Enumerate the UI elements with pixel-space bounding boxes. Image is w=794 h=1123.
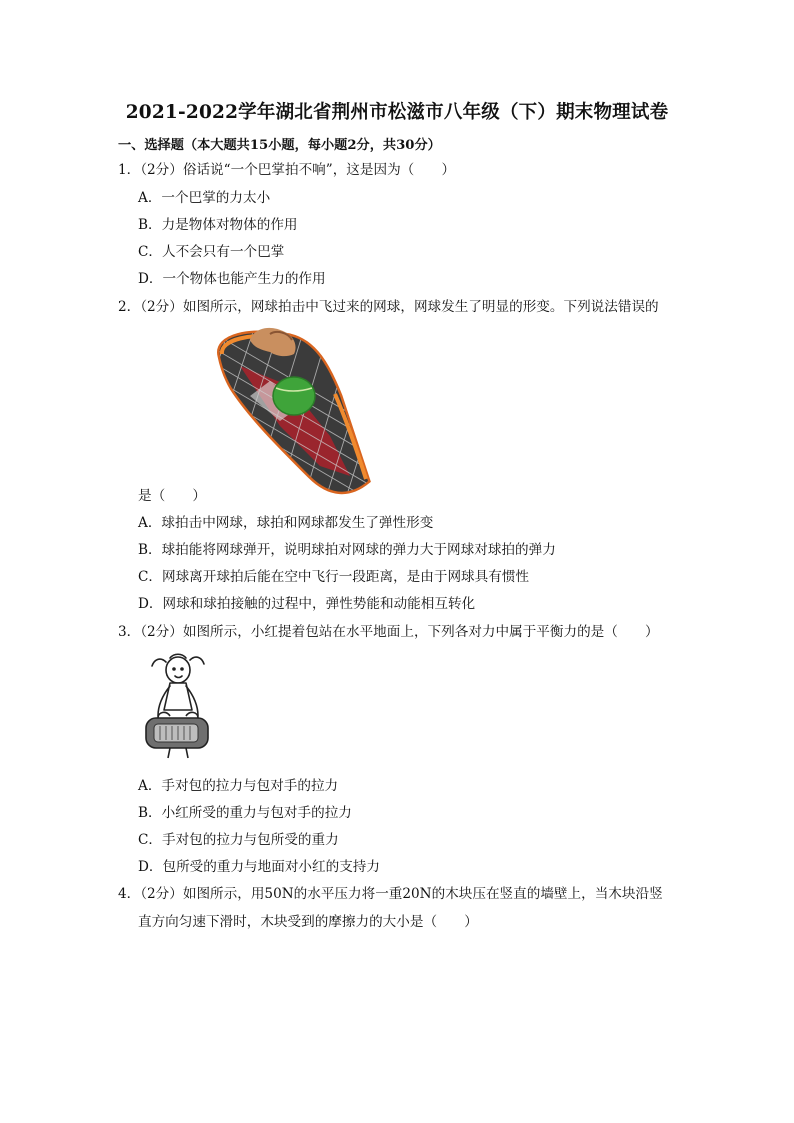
question-3-option-d: D．包所受的重力与地面对小红的支持力 <box>138 859 380 875</box>
question-3-option-c: C．手对包的拉力与包所受的重力 <box>138 832 339 848</box>
tennis-racket-figure <box>210 326 380 501</box>
section-heading: 一、选择题（本大题共15小题，每小题2分，共30分） <box>118 138 441 153</box>
question-2-stem: 2．（2分）如图所示，网球拍击中飞过来的网球，网球发生了明显的形变。下列说法错误的 <box>118 299 659 315</box>
question-1-stem: 1．（2分）俗话说“一个巴掌拍不响”，这是因为（ ） <box>118 162 456 178</box>
question-1-option-d: D．一个物体也能产生力的作用 <box>138 271 326 287</box>
question-2-option-d: D．网球和球拍接触的过程中，弹性势能和动能相互转化 <box>138 596 476 612</box>
question-1-option-a: A．一个巴掌的力太小 <box>138 190 271 206</box>
question-2-option-b: B．球拍能将网球弹开，说明球拍对网球的弹力大于网球对球拍的弹力 <box>138 542 556 558</box>
question-3-option-a: A．手对包的拉力与包对手的拉力 <box>138 778 339 794</box>
question-1-option-c: C．人不会只有一个巴掌 <box>138 244 285 260</box>
question-2-option-c: C．网球离开球拍后能在空中飞行一段距离，是由于网球具有惯性 <box>138 569 530 585</box>
question-4-stem-continued: 直方向匀速下滑时，木块受到的摩擦力的大小是（ ） <box>138 914 478 930</box>
question-2-option-a: A．球拍击中网球，球拍和网球都发生了弹性形变 <box>138 515 434 531</box>
girl-holding-bag-figure <box>140 650 212 762</box>
question-3-stem: 3．（2分）如图所示，小红提着包站在水平地面上，下列各对力中属于平衡力的是（ ） <box>118 624 659 640</box>
question-4-stem: 4．（2分）如图所示，用50N的水平压力将一重20N的木块压在竖直的墙壁上，当木块沿竖 <box>118 886 663 902</box>
exam-title: 2021-2022学年湖北省荆州市松滋市八年级（下）期末物理试卷 <box>125 102 669 123</box>
question-2-stem-continued: 是（ ） <box>138 488 206 504</box>
question-1-option-b: B．力是物体对物体的作用 <box>138 217 298 233</box>
question-3-option-b: B．小红所受的重力与包对手的拉力 <box>138 805 352 821</box>
